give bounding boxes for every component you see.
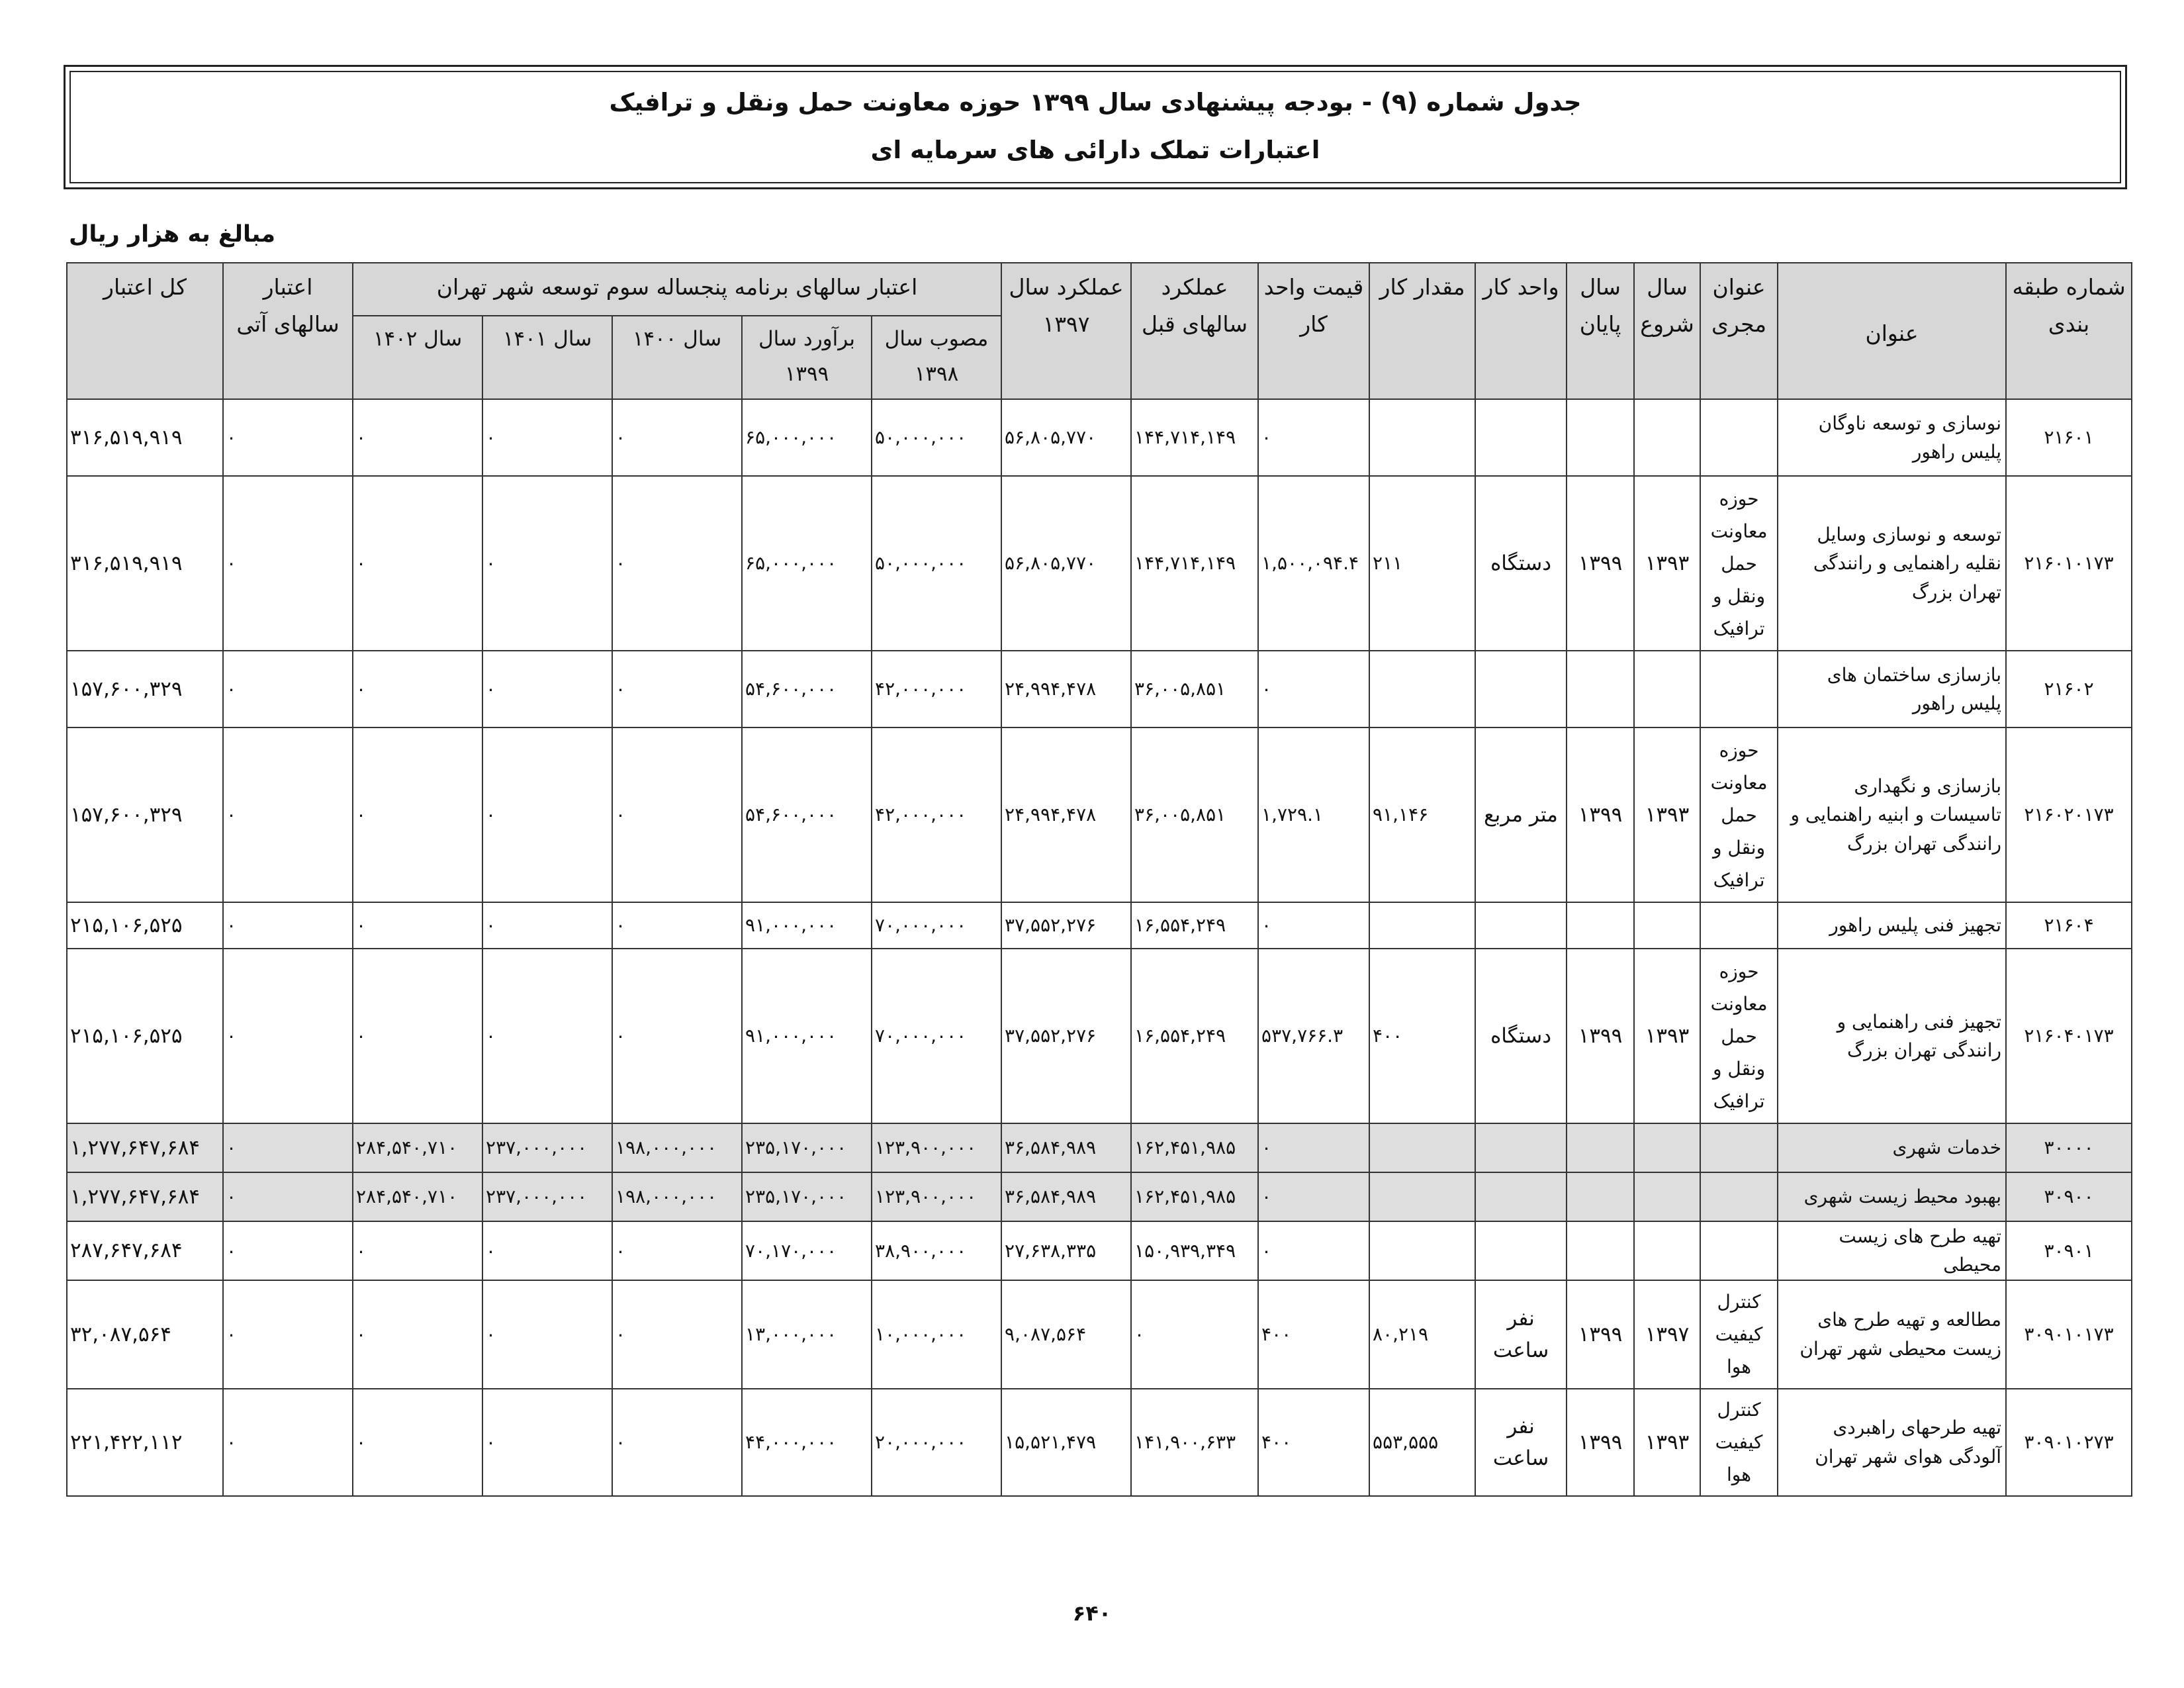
row-year-1402: ۲۸۴,۵۴۰,۷۱۰ (353, 1123, 482, 1172)
row-future: ۰ (223, 1389, 353, 1496)
row-total: ۲۱۵,۱۰۶,۵۲۵ (67, 949, 223, 1123)
row-quantity (1369, 399, 1475, 476)
row-code: ۲۱۶۰۴ (2006, 902, 2132, 949)
header-executor: عنوان مجری (1700, 263, 1778, 399)
header-estimate-1399: برآورد سال ۱۳۹۹ (742, 316, 872, 399)
row-end-year: ۱۳۹۹ (1567, 476, 1634, 651)
row-quantity: ۸۰,۲۱۹ (1369, 1280, 1475, 1389)
row-year-1402: ۰ (353, 949, 482, 1123)
row-code: ۲۱۶۰۴۰۱۷۳ (2006, 949, 2132, 1123)
header-start-year: سال شروع (1634, 263, 1700, 399)
header-future: اعتبار سالهای آتی (223, 263, 353, 399)
row-year-1401: ۰ (482, 727, 612, 902)
header-approved-1398: مصوب سال ۱۳۹۸ (872, 316, 1001, 399)
table-row (67, 1389, 2132, 1496)
table-row (67, 727, 2132, 902)
header-prev-perf: عملکرد سالهای قبل (1131, 263, 1258, 399)
row-year-1402: ۰ (353, 1389, 482, 1496)
row-end-year: ۱۳۹۹ (1567, 949, 1634, 1123)
row-prev-perf: ۱۴۴,۷۱۴,۱۴۹ (1131, 399, 1258, 476)
row-unit: دستگاه (1475, 476, 1567, 651)
row-end-year (1567, 651, 1634, 727)
row-code: ۲۱۶۰۲ (2006, 651, 2132, 727)
row-approved-1398: ۷۰,۰۰۰,۰۰۰ (872, 949, 1001, 1123)
row-executor (1700, 399, 1778, 476)
row-end-year (1567, 1221, 1634, 1280)
row-unit-price: ۰ (1258, 651, 1369, 727)
row-total: ۲۲۱,۴۲۲,۱۱۲ (67, 1389, 223, 1496)
row-year-1401: ۰ (482, 949, 612, 1123)
row-estimate-1399: ۷۰,۱۷۰,۰۰۰ (742, 1221, 872, 1280)
row-start-year (1634, 1123, 1700, 1172)
row-perf-1397: ۱۵,۵۲۱,۴۷۹ (1001, 1389, 1131, 1496)
row-perf-1397: ۲۴,۹۹۴,۴۷۸ (1001, 651, 1131, 727)
row-executor: کنترل کیفیت هوا (1700, 1280, 1778, 1389)
table-row (67, 1280, 2132, 1389)
row-unit-price: ۱,۵۰۰,۰۹۴.۴ (1258, 476, 1369, 651)
row-unit-price: ۰ (1258, 1123, 1369, 1172)
row-year-1400: ۰ (612, 1221, 742, 1280)
row-executor (1700, 1221, 1778, 1280)
row-prev-perf: ۳۶,۰۰۵,۸۵۱ (1131, 651, 1258, 727)
row-perf-1397: ۵۶,۸۰۵,۷۷۰ (1001, 476, 1131, 651)
row-end-year (1567, 1123, 1634, 1172)
row-future: ۰ (223, 727, 353, 902)
row-start-year (1634, 1221, 1700, 1280)
row-year-1400: ۰ (612, 651, 742, 727)
table-row (67, 399, 2132, 476)
row-year-1402: ۰ (353, 1221, 482, 1280)
row-year-1400: ۰ (612, 949, 742, 1123)
row-future: ۰ (223, 902, 353, 949)
row-unit-price: ۰ (1258, 902, 1369, 949)
document-title: جدول شماره (۹) - بودجه پیشنهادی سال ۱۳۹۹ حوزه معاونت حمل ونقل و ترافیک (609, 88, 1582, 117)
row-end-year (1567, 399, 1634, 476)
table-row (67, 949, 2132, 1123)
row-unit-price: ۰ (1258, 1172, 1369, 1221)
row-year-1402: ۰ (353, 727, 482, 902)
table-row (67, 476, 2132, 651)
row-quantity: ۵۵۳,۵۵۵ (1369, 1389, 1475, 1496)
row-executor: حوزه معاونت حمل ونقل و ترافیک (1700, 727, 1778, 902)
row-approved-1398: ۵۰,۰۰۰,۰۰۰ (872, 399, 1001, 476)
row-year-1400: ۰ (612, 399, 742, 476)
row-approved-1398: ۲۰,۰۰۰,۰۰۰ (872, 1389, 1001, 1496)
row-estimate-1399: ۴۴,۰۰۰,۰۰۰ (742, 1389, 872, 1496)
row-unit-price: ۰ (1258, 1221, 1369, 1280)
row-unit: متر مربع (1475, 727, 1567, 902)
row-title: توسعه و نوسازی وسایل نقلیه راهنمایی و رانندگی تهران بزرگ (1778, 476, 2006, 651)
row-estimate-1399: ۲۳۵,۱۷۰,۰۰۰ (742, 1172, 872, 1221)
row-unit-price: ۴۰۰ (1258, 1389, 1369, 1496)
row-year-1400: ۱۹۸,۰۰۰,۰۰۰ (612, 1123, 742, 1172)
row-prev-perf: ۱۶۲,۴۵۱,۹۸۵ (1131, 1123, 1258, 1172)
row-year-1401: ۲۳۷,۰۰۰,۰۰۰ (482, 1172, 612, 1221)
row-title: تجهیز فنی راهنمایی و رانندگی تهران بزرگ (1778, 949, 2006, 1123)
header-title: عنوان (1778, 263, 2006, 399)
row-unit-price: ۵۳۷,۷۶۶.۳ (1258, 949, 1369, 1123)
row-quantity (1369, 651, 1475, 727)
table-row (67, 1123, 2132, 1172)
row-executor (1700, 1123, 1778, 1172)
row-end-year: ۱۳۹۹ (1567, 1389, 1634, 1496)
row-executor (1700, 651, 1778, 727)
row-code: ۲۱۶۰۲۰۱۷۳ (2006, 727, 2132, 902)
row-perf-1397: ۳۶,۵۸۴,۹۸۹ (1001, 1172, 1131, 1221)
row-year-1402: ۰ (353, 476, 482, 651)
row-year-1402: ۰ (353, 1280, 482, 1389)
row-start-year: ۱۳۹۳ (1634, 1389, 1700, 1496)
row-perf-1397: ۹,۰۸۷,۵۶۴ (1001, 1280, 1131, 1389)
row-executor (1700, 1172, 1778, 1221)
header-unit-price: قیمت واحد کار (1258, 263, 1369, 399)
row-year-1401: ۰ (482, 476, 612, 651)
header-year-1402: سال ۱۴۰۲ (353, 316, 482, 399)
row-estimate-1399: ۵۴,۶۰۰,۰۰۰ (742, 727, 872, 902)
row-end-year (1567, 902, 1634, 949)
row-future: ۰ (223, 949, 353, 1123)
table-body (67, 399, 2132, 1496)
row-prev-perf: ۱۴۱,۹۰۰,۶۳۳ (1131, 1389, 1258, 1496)
row-unit: دستگاه (1475, 949, 1567, 1123)
row-code: ۳۰۹۰۱ (2006, 1221, 2132, 1280)
header-total: کل اعتبار (67, 263, 223, 399)
row-year-1400: ۰ (612, 1280, 742, 1389)
row-start-year: ۱۳۹۷ (1634, 1280, 1700, 1389)
row-title: تهیه طرح های زیست محیطی (1778, 1221, 2006, 1280)
row-prev-perf: ۰ (1131, 1280, 1258, 1389)
row-unit (1475, 902, 1567, 949)
row-total: ۳۱۶,۵۱۹,۹۱۹ (67, 399, 223, 476)
row-end-year (1567, 1172, 1634, 1221)
row-unit-price: ۰ (1258, 399, 1369, 476)
row-quantity: ۹۱,۱۴۶ (1369, 727, 1475, 902)
header-code: شماره طبقه بندی (2006, 263, 2132, 399)
row-start-year: ۱۳۹۳ (1634, 727, 1700, 902)
row-total: ۱,۲۷۷,۶۴۷,۶۸۴ (67, 1123, 223, 1172)
header-year-1401: سال ۱۴۰۱ (482, 316, 612, 399)
table-row (67, 651, 2132, 727)
row-year-1400: ۱۹۸,۰۰۰,۰۰۰ (612, 1172, 742, 1221)
row-estimate-1399: ۶۵,۰۰۰,۰۰۰ (742, 399, 872, 476)
row-executor: حوزه معاونت حمل ونقل و ترافیک (1700, 949, 1778, 1123)
row-start-year (1634, 651, 1700, 727)
row-year-1402: ۰ (353, 651, 482, 727)
unit-note: مبالغ به هزار ریال (69, 221, 276, 248)
row-year-1402: ۲۸۴,۵۴۰,۷۱۰ (353, 1172, 482, 1221)
row-approved-1398: ۱۲۳,۹۰۰,۰۰۰ (872, 1172, 1001, 1221)
row-year-1401: ۰ (482, 1389, 612, 1496)
row-estimate-1399: ۲۳۵,۱۷۰,۰۰۰ (742, 1123, 872, 1172)
row-title: بازسازی ساختمان های پلیس راهور (1778, 651, 2006, 727)
row-start-year: ۱۳۹۳ (1634, 476, 1700, 651)
row-year-1400: ۰ (612, 1389, 742, 1496)
header-row-1 (67, 263, 2132, 316)
row-approved-1398: ۳۸,۹۰۰,۰۰۰ (872, 1221, 1001, 1280)
row-year-1402: ۰ (353, 902, 482, 949)
row-unit (1475, 1221, 1567, 1280)
table-row (67, 1221, 2132, 1280)
row-unit-price: ۱,۷۲۹.۱ (1258, 727, 1369, 902)
row-code: ۲۱۶۰۱۰۱۷۳ (2006, 476, 2132, 651)
row-approved-1398: ۷۰,۰۰۰,۰۰۰ (872, 902, 1001, 949)
row-total: ۱۵۷,۶۰۰,۳۲۹ (67, 727, 223, 902)
row-perf-1397: ۲۷,۶۳۸,۳۳۵ (1001, 1221, 1131, 1280)
header-unit: واحد کار (1475, 263, 1567, 399)
row-future: ۰ (223, 1280, 353, 1389)
row-approved-1398: ۴۲,۰۰۰,۰۰۰ (872, 727, 1001, 902)
row-unit (1475, 399, 1567, 476)
row-estimate-1399: ۹۱,۰۰۰,۰۰۰ (742, 902, 872, 949)
row-executor (1700, 902, 1778, 949)
row-code: ۲۱۶۰۱ (2006, 399, 2132, 476)
table-row (67, 902, 2132, 949)
row-future: ۰ (223, 399, 353, 476)
row-prev-perf: ۱۶,۵۵۴,۲۴۹ (1131, 902, 1258, 949)
row-start-year (1634, 399, 1700, 476)
row-start-year (1634, 902, 1700, 949)
row-executor: حوزه معاونت حمل ونقل و ترافیک (1700, 476, 1778, 651)
row-approved-1398: ۱۰,۰۰۰,۰۰۰ (872, 1280, 1001, 1389)
header-end-year: سال پایان (1567, 263, 1634, 399)
row-title: بازسازی و نگهداری تاسیسات و ابنیه راهنمایی و رانندگی تهران بزرگ (1778, 727, 2006, 902)
row-prev-perf: ۱۶,۵۵۴,۲۴۹ (1131, 949, 1258, 1123)
row-estimate-1399: ۶۵,۰۰۰,۰۰۰ (742, 476, 872, 651)
document-subtitle: اعتبارات تملک دارائی های سرمایه ای (870, 136, 1320, 164)
budget-table (66, 262, 2132, 1497)
row-estimate-1399: ۵۴,۶۰۰,۰۰۰ (742, 651, 872, 727)
row-total: ۱۵۷,۶۰۰,۳۲۹ (67, 651, 223, 727)
row-title: تهیه طرحهای راهبردی آلودگی هوای شهر تهران (1778, 1389, 2006, 1496)
row-total: ۲۱۵,۱۰۶,۵۲۵ (67, 902, 223, 949)
row-perf-1397: ۲۴,۹۹۴,۴۷۸ (1001, 727, 1131, 902)
row-unit (1475, 1172, 1567, 1221)
row-quantity (1369, 902, 1475, 949)
row-start-year (1634, 1172, 1700, 1221)
row-year-1400: ۰ (612, 727, 742, 902)
row-total: ۱,۲۷۷,۶۴۷,۶۸۴ (67, 1172, 223, 1221)
row-year-1401: ۰ (482, 1280, 612, 1389)
row-approved-1398: ۵۰,۰۰۰,۰۰۰ (872, 476, 1001, 651)
row-approved-1398: ۴۲,۰۰۰,۰۰۰ (872, 651, 1001, 727)
table-row (67, 1172, 2132, 1221)
row-year-1401: ۰ (482, 651, 612, 727)
row-title: خدمات شهری (1778, 1123, 2006, 1172)
row-title: بهبود محیط زیست شهری (1778, 1172, 2006, 1221)
row-future: ۰ (223, 651, 353, 727)
row-future: ۰ (223, 476, 353, 651)
header-quantity: مقدار کار (1369, 263, 1475, 399)
row-code: ۳۰۹۰۱۰۲۷۳ (2006, 1389, 2132, 1496)
row-unit: نفر ساعت (1475, 1389, 1567, 1496)
row-year-1401: ۰ (482, 399, 612, 476)
row-perf-1397: ۳۷,۵۵۲,۲۷۶ (1001, 902, 1131, 949)
row-unit: نفر ساعت (1475, 1280, 1567, 1389)
row-total: ۳۲,۰۸۷,۵۶۴ (67, 1280, 223, 1389)
header-perf-1397: عملکرد سال ۱۳۹۷ (1001, 263, 1131, 399)
row-title: مطالعه و تهیه طرح های زیست محیطی شهر تهران (1778, 1280, 2006, 1389)
header-year-1400: سال ۱۴۰۰ (612, 316, 742, 399)
row-future: ۰ (223, 1172, 353, 1221)
header-plan-group: اعتبار سالهای برنامه پنجساله سوم توسعه شهر تهران (353, 263, 1001, 316)
row-unit-price: ۴۰۰ (1258, 1280, 1369, 1389)
row-unit (1475, 651, 1567, 727)
row-total: ۲۸۷,۶۴۷,۶۸۴ (67, 1221, 223, 1280)
document-title-box (64, 65, 2127, 189)
row-start-year: ۱۳۹۳ (1634, 949, 1700, 1123)
row-executor: کنترل کیفیت هوا (1700, 1389, 1778, 1496)
row-quantity: ۴۰۰ (1369, 949, 1475, 1123)
row-year-1401: ۰ (482, 902, 612, 949)
row-code: ۳۰۹۰۰ (2006, 1172, 2132, 1221)
row-code: ۳۰۹۰۱۰۱۷۳ (2006, 1280, 2132, 1389)
row-prev-perf: ۱۶۲,۴۵۱,۹۸۵ (1131, 1172, 1258, 1221)
row-quantity (1369, 1123, 1475, 1172)
row-title: تجهیز فنی پلیس راهور (1778, 902, 2006, 949)
row-prev-perf: ۱۵۰,۹۳۹,۳۴۹ (1131, 1221, 1258, 1280)
row-perf-1397: ۳۷,۵۵۲,۲۷۶ (1001, 949, 1131, 1123)
row-quantity (1369, 1221, 1475, 1280)
row-year-1402: ۰ (353, 399, 482, 476)
row-approved-1398: ۱۲۳,۹۰۰,۰۰۰ (872, 1123, 1001, 1172)
row-unit (1475, 1123, 1567, 1172)
row-title: نوسازی و توسعه ناوگان پلیس راهور (1778, 399, 2006, 476)
row-total: ۳۱۶,۵۱۹,۹۱۹ (67, 476, 223, 651)
row-estimate-1399: ۱۳,۰۰۰,۰۰۰ (742, 1280, 872, 1389)
row-prev-perf: ۳۶,۰۰۵,۸۵۱ (1131, 727, 1258, 902)
row-year-1400: ۰ (612, 902, 742, 949)
row-future: ۰ (223, 1123, 353, 1172)
row-perf-1397: ۵۶,۸۰۵,۷۷۰ (1001, 399, 1131, 476)
row-year-1401: ۲۳۷,۰۰۰,۰۰۰ (482, 1123, 612, 1172)
row-end-year: ۱۳۹۹ (1567, 727, 1634, 902)
row-prev-perf: ۱۴۴,۷۱۴,۱۴۹ (1131, 476, 1258, 651)
row-future: ۰ (223, 1221, 353, 1280)
row-quantity: ۲۱۱ (1369, 476, 1475, 651)
row-estimate-1399: ۹۱,۰۰۰,۰۰۰ (742, 949, 872, 1123)
row-code: ۳۰۰۰۰ (2006, 1123, 2132, 1172)
row-year-1401: ۰ (482, 1221, 612, 1280)
page-number: ۶۴۰ (1072, 1601, 1112, 1626)
row-perf-1397: ۳۶,۵۸۴,۹۸۹ (1001, 1123, 1131, 1172)
row-end-year: ۱۳۹۹ (1567, 1280, 1634, 1389)
row-year-1400: ۰ (612, 476, 742, 651)
row-quantity (1369, 1172, 1475, 1221)
